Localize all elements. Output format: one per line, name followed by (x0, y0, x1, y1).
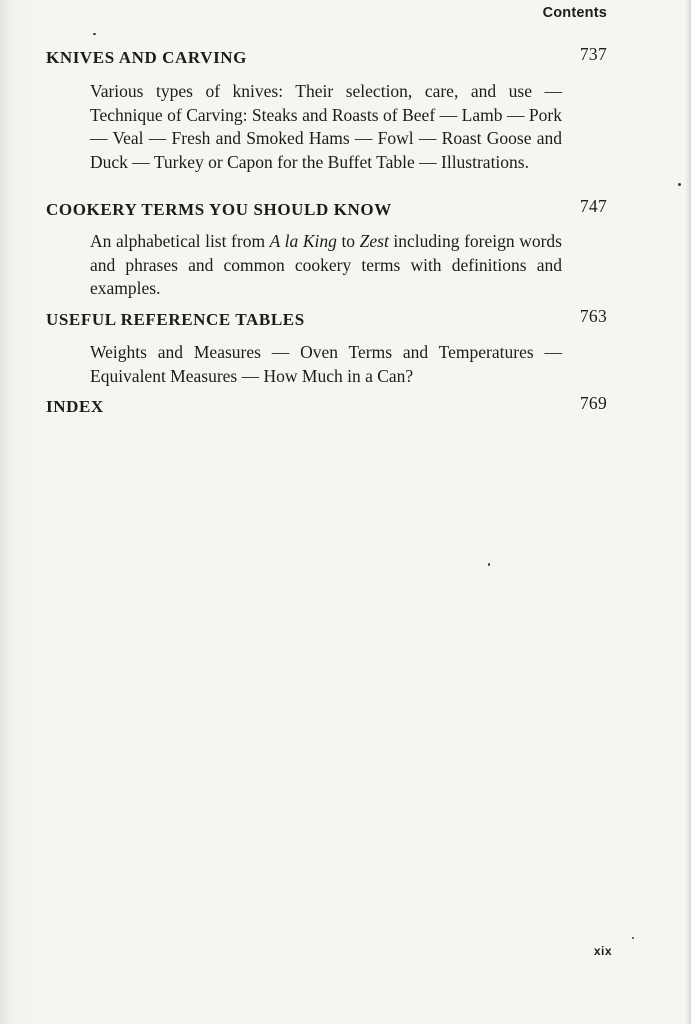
running-head: Contents (542, 5, 607, 21)
page-edge-shadow (685, 0, 691, 1024)
toc-entry-description: Weights and Measures — Oven Terms and Temperatures — Equivalent Measures — How Much in a Can? (90, 342, 562, 386)
toc-entry-heading (46, 44, 607, 72)
description-italic-term: A la King (269, 231, 337, 251)
toc-entry-page-number: 737 (579, 44, 607, 64)
toc-entry-title: KNIVES AND CARVING (46, 48, 248, 67)
toc-entry-page-number: 769 (579, 393, 607, 413)
description-text: including foreign words and phrases and common cookery terms with definitions and examples. (90, 231, 562, 298)
toc-entry-page-number: 763 (579, 306, 607, 326)
toc-entry-heading (46, 196, 607, 224)
toc-entry-title: INDEX (46, 397, 104, 416)
toc-entry-heading (46, 393, 607, 421)
print-speck (488, 563, 490, 566)
toc-entry-description (90, 230, 562, 301)
toc-entry-heading (46, 306, 607, 334)
description-text: An alphabetical list from (90, 231, 270, 251)
toc-entry-description: Various types of knives: Their selection, care, and use — Technique of Carving: Steaks and Roasts of Beef — Lamb — Pork — Veal — Fresh and Smoked Hams — Fowl — Roast Goose and Duck — Turkey or Capon for the Buffet Table — Illustrations. (90, 81, 562, 172)
description-text: to (336, 231, 360, 251)
print-speck (93, 33, 96, 35)
toc-entry-title: COOKERY TERMS YOU SHOULD KNOW (46, 200, 392, 219)
print-speck (632, 937, 634, 939)
toc-entry-page-number: 747 (579, 196, 607, 216)
toc-entry-title: USEFUL REFERENCE TABLES (46, 310, 305, 329)
print-speck (678, 183, 681, 186)
page-folio: xix (593, 944, 612, 958)
description-italic-term: Zest (359, 231, 389, 251)
